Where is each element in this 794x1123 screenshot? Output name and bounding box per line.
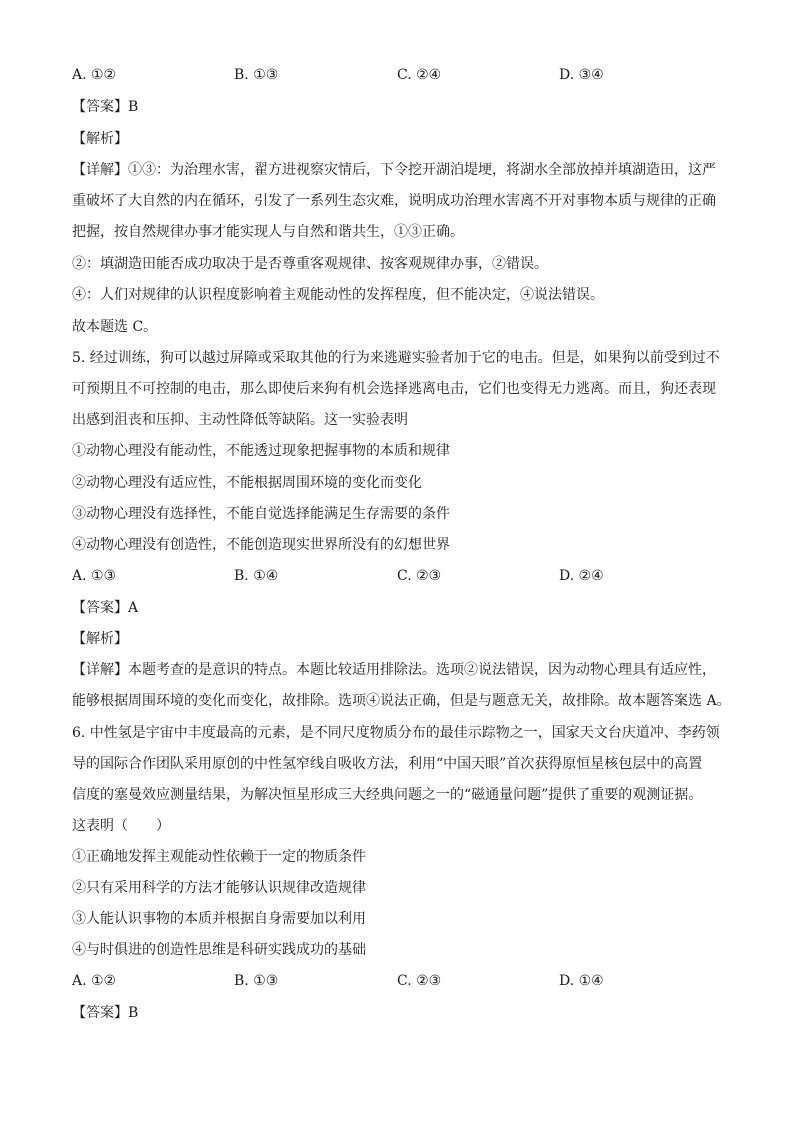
q5-analysis-tag: 【解析】: [72, 631, 128, 647]
q4-answer: [72, 98, 138, 116]
q5-option-b: B. ①④: [234, 568, 279, 584]
q6-stem-line-4: 这表明（ ）: [72, 818, 170, 834]
q6-statement-4: ④与时俱进的创造性思维是科研实践成功的基础: [72, 942, 366, 958]
q5-options: [72, 567, 732, 585]
q6-answer-value: B: [128, 1005, 139, 1021]
q6-option-c: C. ②③: [397, 973, 442, 989]
q4-detail-text-1: ①③：为治理水害，翟方进视察灾情后，下令挖开湖泊堤埂，将湖水全部放掉并填湖造田，这严: [128, 162, 716, 178]
q4-detail-tag: 【详解】: [72, 162, 128, 178]
q6-statement-3: ③人能认识事物的本质并根据自身需要加以利用: [72, 911, 366, 927]
q6-option-d: D. ①④: [559, 973, 604, 989]
q5-detail-line-2: 能够根据周围环境的变化而变化，故排除。选项④说法正确，但是与题意无关，故排除。故本题答案选 A。: [72, 693, 731, 709]
q4-conclusion: 故本题选 C。: [72, 319, 158, 335]
q5-answer-tag: 【答案】: [72, 600, 128, 616]
q4-answer-value: B: [128, 99, 139, 115]
q6-option-a: A. ①②: [72, 973, 117, 989]
q5-option-a: A. ①③: [72, 568, 117, 584]
q6-statement-1: ①正确地发挥主观能动性依赖于一定的物质条件: [72, 849, 366, 865]
q4-detail-line-5: ④：人们对规律的认识程度影响着主观能动性的发挥程度，但不能决定，④说法错误。: [72, 287, 604, 303]
q6-stem-line-3: 信度的塞曼效应测量结果，为解决恒星形成三大经典问题之一的“磁通量问题”提供了重要的观测证据。: [72, 787, 703, 803]
q5-statement-4: ④动物心理没有创造性，不能创造现实世界所没有的幻想世界: [72, 537, 450, 553]
q5-detail-tag: 【详解】: [72, 662, 128, 678]
q6-answer: [72, 1004, 138, 1022]
q5-option-c: C. ②③: [397, 568, 442, 584]
q6-statement-2: ②只有采用科学的方法才能够认识规律改造规律: [72, 880, 366, 896]
q5-stem-line-2: 可预期且不可控制的电击，那么即使后来狗有机会选择逃离电击，它们也变得无力逃离。而且，狗还表现: [72, 381, 716, 397]
q6-option-b: B. ①③: [234, 973, 279, 989]
q5-detail-line-1: [72, 661, 716, 679]
q5-answer-value: A: [128, 600, 139, 616]
q5-detail-text-1: 本题考查的是意识的特点。本题比较适用排除法。选项②说法错误，因为动物心理具有适应性，: [128, 662, 716, 678]
q5-option-d: D. ②④: [559, 568, 604, 584]
q5-statement-3: ③动物心理没有选择性，不能自觉选择能满足生存需要的条件: [72, 506, 450, 522]
q4-detail-line-4: ②：填湖造田能否成功取决于是否尊重客观规律、按客观规律办事，②错误。: [72, 256, 548, 272]
q4-detail-line-3: 把握，按自然规律办事才能实现人与自然和谐共生，①③正确。: [72, 224, 464, 240]
q4-option-d: D. ③④: [559, 67, 604, 83]
q4-option-c: C. ②④: [397, 67, 442, 83]
q5-answer: [72, 599, 138, 617]
q6-stem-line-2: 导的国际合作团队采用原创的中性氢窄线自吸收方法，利用“中国天眼”首次获得原恒星核包层中的高置: [72, 756, 703, 772]
q5-stem-line-3: 出感到沮丧和压抑、主动性降低等缺陷。这一实验表明: [72, 412, 408, 428]
q6-answer-tag: 【答案】: [72, 1005, 128, 1021]
q5-statement-1: ①动物心理没有能动性，不能透过现象把握事物的本质和规律: [72, 443, 450, 459]
q6-options: [72, 972, 732, 990]
q4-detail-line-1: [72, 161, 716, 179]
q4-answer-tag: 【答案】: [72, 99, 128, 115]
q5-stem-line-1: 5. 经过训练，狗可以越过屏障或采取其他的行为来逃避实验者加于它的电击。但是，如果狗以前受到过不: [72, 350, 720, 366]
q5-statement-2: ②动物心理没有适应性，不能根据周围环境的变化而变化: [72, 475, 422, 491]
q4-option-a: A. ①②: [72, 67, 117, 83]
q4-option-b: B. ①③: [234, 67, 279, 83]
q4-detail-line-2: 重破坏了大自然的内在循环，引发了一系列生态灾难，说明成功治理水害离不开对事物本质与规律的正确: [72, 193, 716, 209]
q4-options: [72, 66, 732, 84]
q4-analysis-tag: 【解析】: [72, 131, 128, 147]
q6-stem-line-1: 6. 中性氢是宇宙中丰度最高的元素，是不同尺度物质分布的最佳示踪物之一，国家天文台庆道冲、李药领: [72, 725, 720, 741]
